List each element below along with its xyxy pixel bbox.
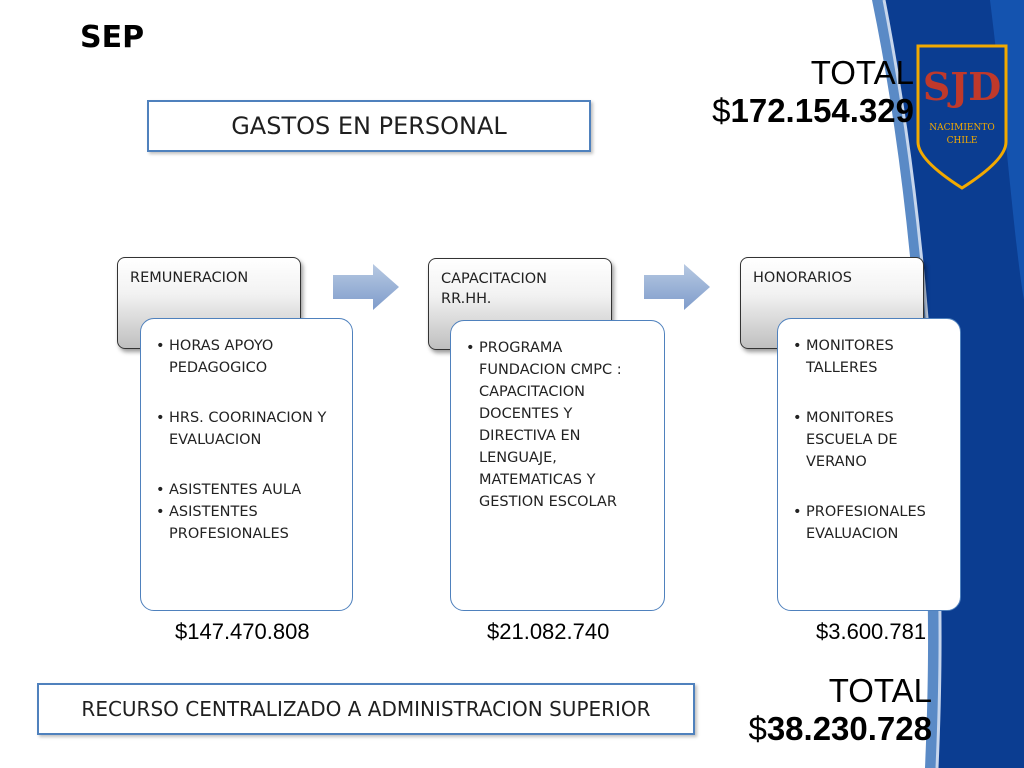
amount-honorarios: $3.600.781 (816, 619, 927, 644)
total-top-amount: $172.154.329 (712, 92, 914, 129)
list-item: • MONITORES ESCUELA DE VERANO (790, 407, 946, 473)
list-item: • PROGRAMA FUNDACION CMPC : CAPACITACION DOCENTES Y DIRECTIVA EN LENGUAJE, MATEMATICAS Y GESTION ESCOLAR (463, 337, 650, 513)
total-top (700, 54, 914, 130)
total-top-label: TOTAL (810, 54, 914, 91)
total-bottom-label: TOTAL (828, 672, 932, 709)
total-bottom-amount: $38.230.728 (748, 710, 932, 747)
right-arrow-icon (331, 262, 401, 312)
list-item: • ASISTENTES PROFESIONALES (153, 501, 338, 545)
svg-text:NACIMIENTO: NACIMIENTO (929, 123, 995, 133)
slide-title: SEP (80, 20, 145, 55)
total-bottom (736, 672, 932, 748)
list-item: • MONITORES TALLERES (790, 335, 946, 379)
section-label-gastos: GASTOS EN PERSONAL (147, 100, 591, 152)
svg-text:SJD: SJD (922, 64, 1002, 109)
list-item: • ASISTENTES AULA (153, 479, 338, 501)
step-header-honorarios: HONORARIOS (740, 257, 924, 349)
svg-text:CHILE: CHILE (946, 136, 978, 146)
step-detail-capacitacion (450, 320, 665, 611)
sjd-logo (914, 42, 1010, 192)
step-header-remuneracion: REMUNERACION (117, 257, 301, 349)
step-detail-remuneracion (140, 318, 353, 611)
amount-remuneracion: $147.470.808 (175, 619, 310, 644)
amount-capacitacion: $21.082.740 (487, 619, 610, 644)
list-item: • HRS. COORINACION Y EVALUACION (153, 407, 338, 451)
step-detail-honorarios (777, 318, 961, 611)
recurso-centralizado-label: RECURSO CENTRALIZADO A ADMINISTRACION SUPERIOR (37, 683, 695, 735)
list-item: • HORAS APOYO PEDAGOGICO (153, 335, 338, 379)
right-arrow-icon (642, 262, 712, 312)
list-item: • PROFESIONALES EVALUACION (790, 501, 946, 545)
step-header-capacitacion: CAPACITACION RR.HH. (428, 258, 612, 350)
